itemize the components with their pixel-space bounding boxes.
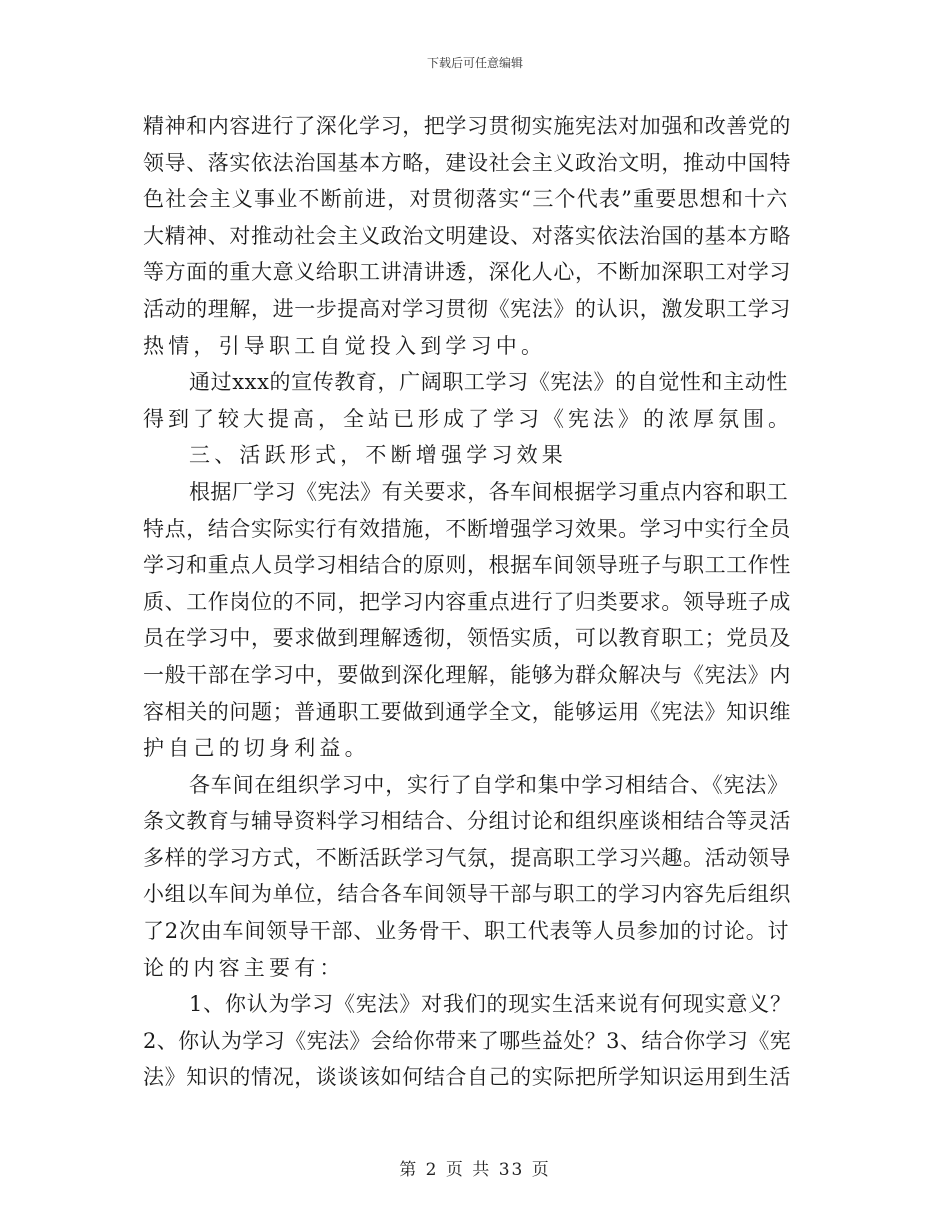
text-line: 三、活跃形式，不断增强学习效果 xyxy=(189,443,567,468)
text-line: 一般干部在学习中，要做到深化理解，能够为群众解决与《宪法》内 xyxy=(143,662,791,687)
text-line: 容相关的问题；普通职工要做到通学全文，能够运用《宪法》知识维 xyxy=(143,699,791,724)
text-line: 活动的理解，进一步提高对学习贯彻《宪法》的认识，激发职工学习 xyxy=(143,296,791,321)
text-line: 护自己的切身利益。 xyxy=(143,736,370,761)
text-line: 了2次由车间领导干部、业务骨干、职工代表等人员参加的讨论。讨 xyxy=(143,919,790,944)
text-line: 多样的学习方式，不断活跃学习气氛，提高职工学习兴趣。活动领导 xyxy=(143,845,791,870)
text-line: 法》知识的情况，谈谈该如何结合自己的实际把所学知识运用到生活 xyxy=(143,1065,791,1090)
text-line: 员在学习中，要求做到理解透彻，领悟实质，可以教育职工；党员及 xyxy=(143,626,791,651)
text-line: 2、你认为学习《宪法》会给你带来了哪些益处？3、结合你学习《宪 xyxy=(143,1028,792,1053)
text-line: 特点，结合实际实行有效措施，不断增强学习效果。学习中实行全员 xyxy=(143,516,791,541)
text-line: 小组以车间为单位，结合各车间领导干部与职工的学习内容先后组织 xyxy=(143,882,791,907)
text-line: 得到了较大提高，全站已形成了学习《宪法》的浓厚氛围。 xyxy=(143,406,793,431)
text-line: 学习和重点人员学习相结合的原则，根据车间领导班子与职工工作性 xyxy=(143,553,791,578)
text-line: 色社会主义事业不断前进，对贯彻落实“三个代表”重要思想和十六 xyxy=(143,187,789,212)
document-body xyxy=(143,108,793,1096)
text-line: 精神和内容进行了深化学习，把学习贯彻实施宪法对加强和改善党的 xyxy=(143,114,791,138)
text-line: 质、工作岗位的不同，把学习内容重点进行了归类要求。领导班子成 xyxy=(143,589,791,614)
text-line: 论的内容主要有： xyxy=(143,955,345,980)
text-line: 热情，引导职工自觉投入到学习中。 xyxy=(143,333,547,358)
text-line: 条文教育与辅导资料学习相结合、分组讨论和组织座谈相结合等灵活 xyxy=(143,809,791,834)
text-line: 1、你认为学习《宪法》对我们的现实生活来说有何现实意义？ xyxy=(189,992,792,1017)
page-footer: 第 2 页 共 33 页 xyxy=(399,1160,551,1180)
text-line: 等方面的重大意义给职工讲清讲透，深化人心，不断加深职工对学习 xyxy=(143,260,791,285)
text-line: 通过xxx的宣传教育，广阔职工学习《宪法》的自觉性和主动性 xyxy=(189,370,788,395)
text-line: 大精神、对推动社会主义政治文明建设、对落实依法治国的基本方略 xyxy=(143,223,791,248)
page-header: 下载后可任意编辑 xyxy=(426,56,523,70)
text-line: 根据厂学习《宪法》有关要求，各车间根据学习重点内容和职工 xyxy=(189,479,789,504)
text-line: 各车间在组织学习中，实行了自学和集中学习相结合、《宪法》 xyxy=(189,772,789,797)
text-line: 领导、落实依法治国基本方略，建设社会主义政治文明，推动中国特 xyxy=(143,150,791,175)
